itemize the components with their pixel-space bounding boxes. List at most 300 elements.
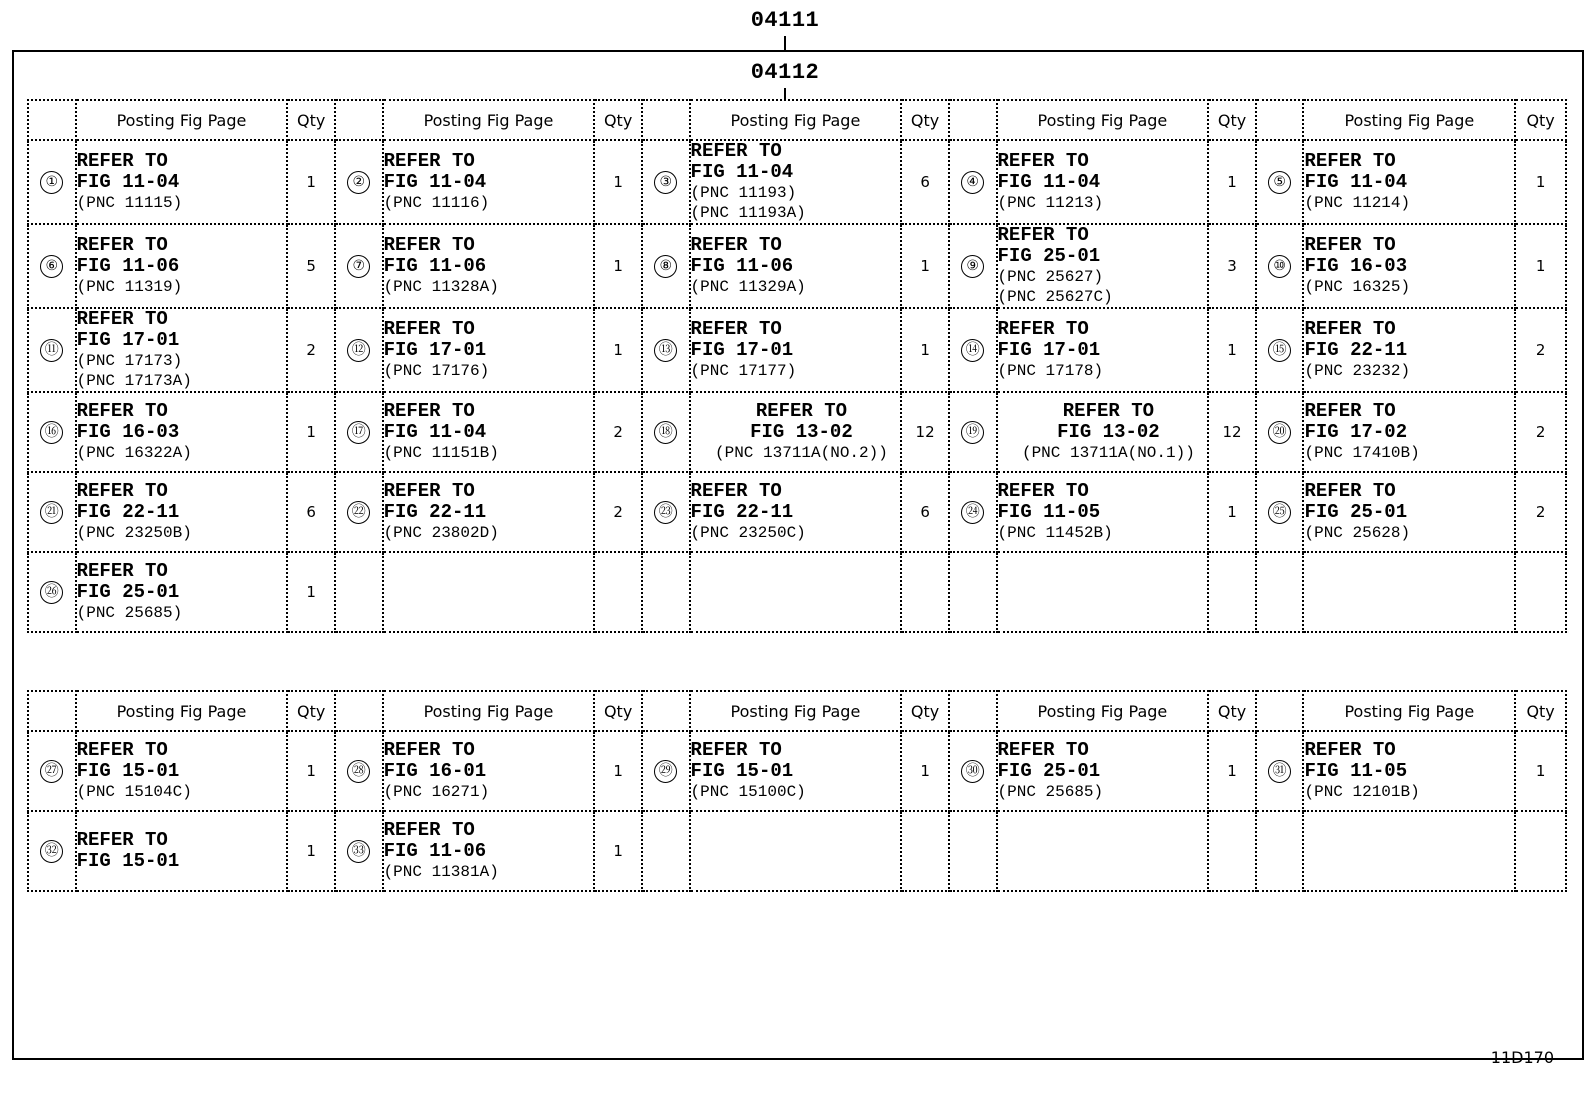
ref-number-cell [335, 552, 383, 632]
qty-value: 1 [306, 842, 316, 860]
header-posting-fig-page: Posting Fig Page [997, 691, 1209, 731]
refer-to-text: REFER TO [76, 150, 168, 172]
fig-reference: FIG 22-11 [1304, 339, 1408, 361]
header-posting-fig-page: Posting Fig Page [383, 691, 595, 731]
header-qty: Qty [287, 691, 335, 731]
header-number-column [949, 691, 997, 731]
pnc-code: (PNC 25627C) [997, 288, 1113, 306]
header-qty: Qty [1515, 691, 1566, 731]
ref-number-cell [28, 811, 76, 891]
reference-cell [1303, 472, 1515, 552]
pnc-code: (PNC 11214) [1304, 194, 1411, 212]
pnc-code: (PNC 25685) [76, 604, 183, 622]
refer-to-text: REFER TO [76, 829, 168, 851]
reference-cell [997, 811, 1209, 891]
header-number-column [28, 100, 76, 140]
qty-cell [1515, 224, 1566, 308]
ref-number-badge: ㉖ [40, 581, 63, 604]
qty-cell [594, 224, 642, 308]
refer-to-text: REFER TO [1304, 150, 1396, 172]
qty-cell [1208, 552, 1256, 632]
qty-cell [1208, 308, 1256, 392]
reference-cell [1303, 552, 1515, 632]
qty-value: 1 [920, 257, 930, 275]
fig-reference: FIG 11-06 [383, 840, 487, 862]
reference-cell [76, 731, 288, 811]
reference-cell [76, 224, 288, 308]
reference-cell [383, 731, 595, 811]
qty-value: 2 [613, 423, 623, 441]
parts-table-lower [27, 690, 1567, 892]
qty-cell [901, 392, 949, 472]
reference-cell [383, 392, 595, 472]
header-qty: Qty [901, 100, 949, 140]
ref-number-cell [28, 224, 76, 308]
fig-reference: FIG 15-01 [76, 850, 180, 872]
qty-cell [1515, 472, 1566, 552]
fig-reference: FIG 13-02 [750, 421, 853, 443]
fig-reference: FIG 11-04 [383, 171, 487, 193]
qty-cell [287, 392, 335, 472]
ref-number-cell [949, 392, 997, 472]
fig-reference: FIG 17-01 [76, 329, 180, 351]
header-posting-fig-page: Posting Fig Page [997, 100, 1209, 140]
pnc-code: (PNC 13711A(NO.1)) [1021, 444, 1195, 462]
ref-number-badge: ⑨ [961, 255, 984, 278]
reference-cell [997, 308, 1209, 392]
header-number-column [1256, 691, 1304, 731]
header-number-column [642, 691, 690, 731]
header-posting-fig-page: Posting Fig Page [383, 100, 595, 140]
reference-cell [383, 472, 595, 552]
ref-number-badge: ㉓ [654, 501, 677, 524]
reference-cell [690, 731, 902, 811]
qty-value: 1 [306, 762, 316, 780]
qty-cell [287, 731, 335, 811]
qty-cell [901, 552, 949, 632]
ref-number-badge: ㉘ [347, 760, 370, 783]
header-qty: Qty [1515, 100, 1566, 140]
qty-value: 1 [1535, 762, 1546, 780]
qty-cell [901, 811, 949, 891]
fig-reference: FIG 11-04 [76, 171, 180, 193]
header-posting-fig-page: Posting Fig Page [1303, 691, 1515, 731]
reference-cell [997, 472, 1209, 552]
header-posting-fig-page: Posting Fig Page [76, 691, 288, 731]
reference-cell [383, 224, 595, 308]
pnc-code: (PNC 11319) [76, 278, 183, 296]
qty-value: 1 [920, 762, 930, 780]
pnc-code: (PNC 11116) [383, 194, 490, 212]
ref-number-badge: ② [347, 171, 370, 194]
assembly-number-04111: 04111 [750, 8, 820, 33]
header-posting-fig-page: Posting Fig Page [690, 100, 902, 140]
header-number-column [949, 100, 997, 140]
refer-to-text: REFER TO [76, 308, 168, 330]
qty-value: 6 [920, 503, 930, 521]
qty-cell [1515, 731, 1566, 811]
refer-to-text: REFER TO [1304, 480, 1396, 502]
reference-cell [997, 140, 1209, 224]
qty-value: 6 [306, 503, 316, 521]
fig-reference: FIG 25-01 [1304, 501, 1408, 523]
ref-number-cell [949, 731, 997, 811]
qty-value: 1 [1535, 173, 1546, 191]
refer-to-text: REFER TO [755, 400, 848, 422]
fig-reference: FIG 17-02 [1304, 421, 1408, 443]
ref-number-cell [642, 552, 690, 632]
ref-number-cell [642, 472, 690, 552]
ref-number-badge: ⑲ [961, 421, 984, 444]
pnc-code: (PNC 12101B) [1304, 783, 1420, 801]
pnc-code: (PNC 23802D) [383, 524, 499, 542]
reference-cell [76, 308, 288, 392]
header-qty: Qty [901, 691, 949, 731]
pnc-code: (PNC 11381A) [383, 863, 499, 881]
reference-cell [76, 552, 288, 632]
ref-number-cell [1256, 731, 1304, 811]
refer-to-text: REFER TO [383, 234, 475, 256]
qty-cell [901, 224, 949, 308]
reference-cell [383, 308, 595, 392]
refer-to-text: REFER TO [1304, 318, 1396, 340]
reference-cell [690, 308, 902, 392]
qty-cell [594, 811, 642, 891]
qty-cell [1515, 308, 1566, 392]
reference-cell [1303, 811, 1515, 891]
reference-cell [76, 472, 288, 552]
ref-number-cell [642, 308, 690, 392]
qty-cell [1208, 140, 1256, 224]
ref-number-cell [1256, 552, 1304, 632]
ref-number-badge: ㉛ [1268, 760, 1291, 783]
qty-value: 1 [1227, 173, 1237, 191]
qty-value: 1 [613, 173, 623, 191]
pnc-code: (PNC 17410B) [1304, 444, 1420, 462]
ref-number-cell [1256, 140, 1304, 224]
fig-reference: FIG 11-05 [1304, 760, 1408, 782]
pnc-code: (PNC 23250C) [690, 524, 806, 542]
fig-reference: FIG 11-04 [1304, 171, 1408, 193]
qty-value: 1 [1227, 341, 1237, 359]
ref-number-badge: ⑭ [961, 339, 984, 362]
header-qty: Qty [1208, 100, 1256, 140]
refer-to-text: REFER TO [1304, 400, 1396, 422]
refer-to-text: REFER TO [997, 739, 1089, 761]
leader-line-04111 [784, 36, 786, 50]
qty-cell [594, 140, 642, 224]
qty-value: 1 [306, 583, 316, 601]
fig-reference: FIG 11-05 [997, 501, 1101, 523]
ref-number-cell [949, 308, 997, 392]
ref-number-badge: ⑬ [654, 339, 677, 362]
fig-reference: FIG 13-02 [1057, 421, 1160, 443]
ref-number-cell [28, 731, 76, 811]
illustration-code: 11D170 [1490, 1048, 1554, 1067]
fig-reference: FIG 16-01 [383, 760, 487, 782]
pnc-code: (PNC 11115) [76, 194, 183, 212]
pnc-code: (PNC 15100C) [690, 783, 806, 801]
qty-cell [1208, 224, 1256, 308]
reference-cell [1303, 140, 1515, 224]
qty-value: 12 [915, 423, 935, 441]
reference-cell [383, 811, 595, 891]
qty-cell [1515, 140, 1566, 224]
ref-number-cell [335, 308, 383, 392]
fig-reference: FIG 16-03 [76, 421, 180, 443]
table-row [28, 811, 1566, 891]
qty-value: 6 [920, 173, 930, 191]
refer-to-text: REFER TO [690, 480, 782, 502]
pnc-code: (PNC 17173A) [76, 372, 192, 390]
fig-reference: FIG 22-11 [383, 501, 487, 523]
fig-reference: FIG 17-01 [690, 339, 794, 361]
ref-number-badge: ⑦ [347, 255, 370, 278]
header-number-column [335, 691, 383, 731]
qty-cell [594, 392, 642, 472]
ref-number-badge: ㉙ [654, 760, 677, 783]
header-posting-fig-page: Posting Fig Page [1303, 100, 1515, 140]
refer-to-text: REFER TO [76, 400, 168, 422]
refer-to-text: REFER TO [997, 318, 1089, 340]
reference-cell [690, 224, 902, 308]
qty-cell [287, 472, 335, 552]
header-number-column [28, 691, 76, 731]
pnc-code: (PNC 15104C) [76, 783, 192, 801]
qty-cell [1208, 811, 1256, 891]
fig-reference: FIG 11-04 [997, 171, 1101, 193]
fig-reference: FIG 25-01 [997, 245, 1101, 267]
ref-number-badge: ㉑ [40, 501, 63, 524]
reference-cell [690, 392, 902, 472]
ref-number-badge: ㉕ [1268, 501, 1291, 524]
table-row [28, 140, 1566, 224]
fig-reference: FIG 25-01 [997, 760, 1101, 782]
refer-to-text: REFER TO [383, 480, 475, 502]
reference-cell [1303, 392, 1515, 472]
refer-to-text: REFER TO [997, 224, 1089, 246]
header-number-column [335, 100, 383, 140]
ref-number-badge: ④ [961, 171, 984, 194]
pnc-code: (PNC 23232) [1304, 362, 1411, 380]
table-row [28, 731, 1566, 811]
reference-cell [690, 140, 902, 224]
refer-to-text: REFER TO [383, 150, 475, 172]
refer-to-text: REFER TO [1062, 400, 1154, 422]
ref-number-cell [335, 731, 383, 811]
qty-value: 1 [613, 341, 623, 359]
ref-number-cell [28, 140, 76, 224]
ref-number-badge: ⑮ [1268, 339, 1291, 362]
ref-number-cell [1256, 392, 1304, 472]
ref-number-badge: ⑩ [1268, 255, 1291, 278]
table-row [28, 552, 1566, 632]
reference-cell [1303, 224, 1515, 308]
reference-cell [76, 392, 288, 472]
refer-to-text: REFER TO [383, 400, 475, 422]
header-posting-fig-page: Posting Fig Page [76, 100, 288, 140]
ref-number-badge: ⑰ [347, 421, 370, 444]
ref-number-cell [28, 552, 76, 632]
fig-reference: FIG 17-01 [997, 339, 1101, 361]
ref-number-cell [335, 811, 383, 891]
ref-number-badge: ⑳ [1268, 421, 1291, 444]
ref-number-badge: ⑤ [1268, 171, 1291, 194]
qty-cell [901, 472, 949, 552]
table-row [28, 308, 1566, 392]
ref-number-badge: ⑫ [347, 339, 370, 362]
ref-number-cell [28, 472, 76, 552]
reference-cell [690, 811, 902, 891]
reference-cell [383, 552, 595, 632]
ref-number-cell [949, 552, 997, 632]
ref-number-cell [642, 392, 690, 472]
qty-cell [1515, 392, 1566, 472]
ref-number-cell [949, 224, 997, 308]
reference-cell [997, 392, 1209, 472]
fig-reference: FIG 15-01 [76, 760, 180, 782]
qty-value: 12 [1222, 423, 1242, 441]
ref-number-cell [642, 140, 690, 224]
pnc-code: (PNC 11329A) [690, 278, 806, 296]
ref-number-cell [1256, 308, 1304, 392]
pnc-code: (PNC 16271) [383, 783, 490, 801]
reference-cell [1303, 731, 1515, 811]
pnc-code: (PNC 25628) [1304, 524, 1411, 542]
qty-cell [287, 224, 335, 308]
header-qty: Qty [287, 100, 335, 140]
refer-to-text: REFER TO [76, 480, 168, 502]
fig-reference: FIG 15-01 [690, 760, 794, 782]
ref-number-badge: ㉗ [40, 760, 63, 783]
qty-cell [594, 308, 642, 392]
table-row [28, 224, 1566, 308]
reference-cell [690, 472, 902, 552]
ref-number-badge: ⑯ [40, 421, 63, 444]
header-number-column [642, 100, 690, 140]
qty-value: 1 [613, 257, 623, 275]
qty-value: 1 [306, 423, 316, 441]
fig-reference: FIG 22-11 [76, 501, 180, 523]
fig-reference: FIG 11-04 [383, 421, 487, 443]
ref-number-cell [1256, 224, 1304, 308]
ref-number-cell [1256, 811, 1304, 891]
qty-value: 2 [613, 503, 623, 521]
ref-number-cell [949, 140, 997, 224]
ref-number-cell [642, 811, 690, 891]
table-row [28, 392, 1566, 472]
ref-number-badge: ㉔ [961, 501, 984, 524]
pnc-code: (PNC 11328A) [383, 278, 499, 296]
fig-reference: FIG 11-04 [690, 161, 794, 183]
ref-number-cell [642, 731, 690, 811]
reference-cell [1303, 308, 1515, 392]
ref-number-badge: ㉚ [961, 760, 984, 783]
header-qty: Qty [1208, 691, 1256, 731]
pnc-code: (PNC 16322A) [76, 444, 192, 462]
pnc-code: (PNC 11151B) [383, 444, 499, 462]
qty-cell [1208, 731, 1256, 811]
pnc-code: (PNC 23250B) [76, 524, 192, 542]
qty-value: 1 [1227, 762, 1237, 780]
pnc-code: (PNC 16325) [1304, 278, 1411, 296]
header-number-column [1256, 100, 1304, 140]
qty-cell [901, 731, 949, 811]
pnc-code: (PNC 17178) [997, 362, 1104, 380]
refer-to-text: REFER TO [76, 234, 168, 256]
ref-number-cell [335, 392, 383, 472]
qty-cell [594, 552, 642, 632]
qty-cell [287, 811, 335, 891]
pnc-code: (PNC 11193) [690, 184, 797, 202]
qty-value: 2 [1535, 423, 1546, 441]
fig-reference: FIG 11-06 [690, 255, 794, 277]
fig-reference: FIG 11-06 [76, 255, 180, 277]
refer-to-text: REFER TO [690, 318, 782, 340]
pnc-code: (PNC 17176) [383, 362, 490, 380]
ref-number-badge: ㉜ [40, 840, 63, 863]
header-posting-fig-page: Posting Fig Page [690, 691, 902, 731]
ref-number-cell [949, 811, 997, 891]
fig-reference: FIG 11-06 [383, 255, 487, 277]
qty-cell [901, 140, 949, 224]
ref-number-badge: ㉒ [347, 501, 370, 524]
ref-number-cell [335, 140, 383, 224]
refer-to-text: REFER TO [690, 234, 782, 256]
pnc-code: (PNC 17173) [76, 352, 183, 370]
ref-number-badge: ③ [654, 171, 677, 194]
qty-value: 1 [1227, 503, 1237, 521]
parts-table-upper [27, 99, 1567, 633]
ref-number-badge: ① [40, 171, 63, 194]
fig-reference: FIG 17-01 [383, 339, 487, 361]
qty-value: 1 [920, 341, 930, 359]
reference-cell [690, 552, 902, 632]
ref-number-cell [642, 224, 690, 308]
ref-number-cell [1256, 472, 1304, 552]
ref-number-badge: ⑱ [654, 421, 677, 444]
refer-to-text: REFER TO [1304, 739, 1396, 761]
refer-to-text: REFER TO [383, 739, 475, 761]
qty-value: 1 [1535, 257, 1546, 275]
refer-to-text: REFER TO [383, 819, 475, 841]
qty-cell [287, 552, 335, 632]
reference-cell [76, 140, 288, 224]
qty-value: 2 [1535, 503, 1546, 521]
qty-cell [1515, 552, 1566, 632]
fig-reference: FIG 22-11 [690, 501, 794, 523]
qty-cell [1208, 392, 1256, 472]
reference-cell [997, 552, 1209, 632]
refer-to-text: REFER TO [997, 150, 1089, 172]
qty-cell [287, 308, 335, 392]
ref-number-cell [335, 472, 383, 552]
pnc-code: (PNC 25685) [997, 783, 1104, 801]
pnc-code: (PNC 11452B) [997, 524, 1113, 542]
reference-cell [997, 731, 1209, 811]
ref-number-badge: ⑥ [40, 255, 63, 278]
refer-to-text: REFER TO [76, 739, 168, 761]
qty-value: 1 [613, 762, 623, 780]
reference-cell [383, 140, 595, 224]
refer-to-text: REFER TO [1304, 234, 1396, 256]
qty-cell [901, 308, 949, 392]
pnc-code: (PNC 13711A(NO.2)) [715, 444, 888, 462]
qty-cell [1515, 811, 1566, 891]
header-qty: Qty [594, 100, 642, 140]
pnc-code: (PNC 11193A) [690, 204, 806, 222]
refer-to-text: REFER TO [690, 739, 782, 761]
